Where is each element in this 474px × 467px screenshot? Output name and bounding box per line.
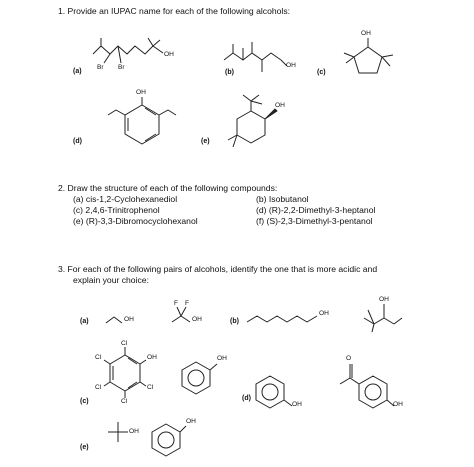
q3e-label: (e) xyxy=(80,444,89,451)
q1d-oh: OH xyxy=(136,89,146,96)
q3c-oh-2: OH xyxy=(217,355,227,362)
q3c-label: (c) xyxy=(80,398,89,405)
q3-heading-line2: explain your choice: xyxy=(73,275,149,285)
q3e-phenol xyxy=(0,0,1,1)
q2-item-e: (e) (R)-3,3-Dibromocyclohexanol xyxy=(73,216,198,226)
q3d-oh-2: OH xyxy=(393,401,403,408)
q1e-oh: OH xyxy=(275,102,285,109)
q3e-oh-2: OH xyxy=(186,418,196,425)
q3d-o: O xyxy=(346,355,352,362)
q1a-br-2: Br xyxy=(118,64,125,71)
q3b-oh-2: OH xyxy=(379,296,389,303)
q3-heading-line1: 3. For each of the following pairs of alcohols, identify the one that is more acidic and xyxy=(58,264,378,274)
q1a-oh: OH xyxy=(164,51,174,58)
q2-heading: 2. Draw the structure of each of the following compounds: xyxy=(58,183,278,193)
q3c-cl-left-top: Cl xyxy=(95,354,102,361)
q2-item-b: (b) Isobutanol xyxy=(256,194,309,204)
q3c-cl-top: Cl xyxy=(121,340,128,347)
q2-item-c: (c) 2,4,6-Trinitrophenol xyxy=(73,205,160,215)
q1c-label: (c) xyxy=(317,69,326,76)
q3c-oh-1: OH xyxy=(147,354,157,361)
q1a-br-1: Br xyxy=(97,64,104,71)
q3a-f-1: F xyxy=(174,300,179,307)
q2-item-d: (d) (R)-2,2-Dimethyl-3-heptanol xyxy=(256,205,376,215)
q1a-label: (a) xyxy=(73,68,82,75)
q1c-oh: OH xyxy=(361,30,371,37)
q3c-cl-left-bottom: Cl xyxy=(95,384,102,391)
q1e-label: (e) xyxy=(201,138,210,145)
q2-item-a: (a) cis-1,2-Cyclohexanediol xyxy=(73,194,178,204)
q3c-cl-right: Cl xyxy=(147,384,154,391)
q3b-oh-1: OH xyxy=(319,310,329,317)
q2-item-f: (f) (S)-2,3-Dimethyl-3-pentanol xyxy=(256,216,373,226)
q3a-oh-1: OH xyxy=(124,316,134,323)
q3b-label: (b) xyxy=(230,318,239,325)
q3e-oh-1: OH xyxy=(129,428,139,435)
q1d-label: (d) xyxy=(73,138,82,145)
q3d-label: (d) xyxy=(242,395,251,402)
q1b-oh: OH xyxy=(286,62,296,69)
q3c-cl-bottom: Cl xyxy=(121,398,128,405)
q1-heading: 1. Provide an IUPAC name for each of the following alcohols: xyxy=(58,6,290,16)
q3a-label: (a) xyxy=(80,318,89,325)
q3d-oh-1: OH xyxy=(292,401,302,408)
q3a-oh-2: OH xyxy=(192,316,202,323)
q1b-label: (b) xyxy=(225,69,234,76)
q3a-f-2: F xyxy=(185,300,190,307)
